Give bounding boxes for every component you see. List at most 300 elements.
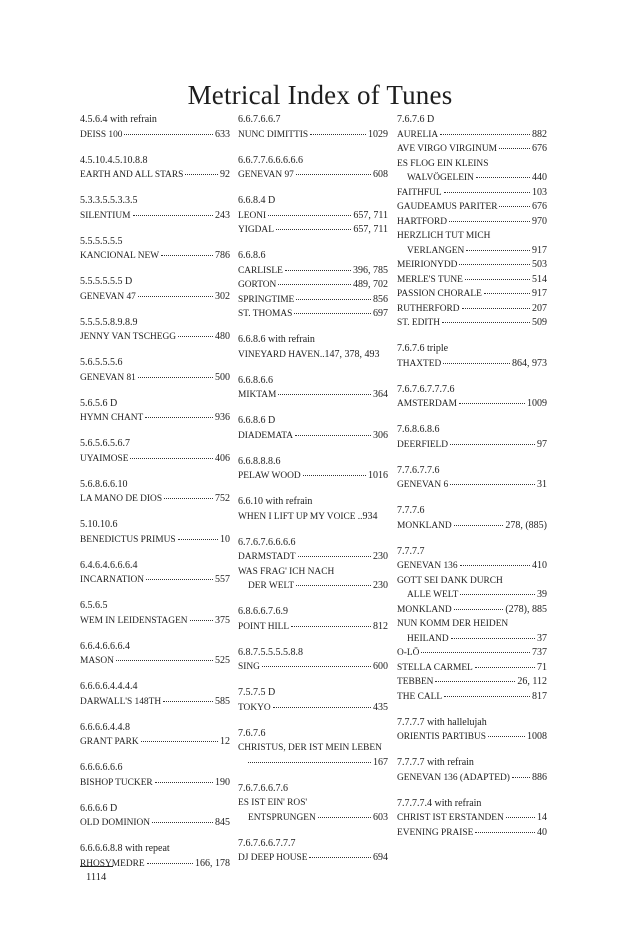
dot-leader — [178, 539, 218, 540]
hymn-numbers: 886 — [532, 771, 547, 783]
hymn-numbers: 676 — [532, 201, 547, 212]
tune-entry — [397, 771, 547, 786]
meter-heading: 5.5.5.5.5.5 D — [80, 276, 133, 287]
dot-leader — [268, 215, 351, 216]
dot-leader — [296, 585, 371, 586]
dot-leader — [133, 215, 213, 216]
meter-group — [238, 495, 388, 524]
hymn-numbers: 435 — [373, 701, 388, 713]
tune-name: GENEVAN 136 (ADAPTED) — [397, 772, 510, 783]
hymn-numbers: 633 — [215, 128, 230, 140]
tune-name: POINT HILL — [238, 621, 290, 632]
tune-entry — [397, 811, 547, 826]
meter-group — [397, 113, 547, 331]
hymn-numbers: 480 — [215, 331, 230, 342]
tune-entry — [238, 293, 388, 308]
tune-entry — [397, 229, 547, 244]
meter-heading: 7.7.7.7 with refrain — [397, 757, 474, 768]
tune-name: CARLISLE — [238, 265, 283, 276]
meter-group — [80, 437, 230, 466]
tune-name: ORIENTIS PARTIBUS — [397, 732, 486, 742]
meter-group — [80, 397, 230, 426]
tune-entry — [238, 469, 388, 484]
tune-entry — [80, 695, 230, 710]
dot-leader — [303, 475, 366, 476]
meter-group — [80, 275, 230, 304]
hymn-numbers: 856 — [373, 293, 388, 305]
dot-leader — [460, 565, 530, 566]
tune-name: GRANT PARK — [80, 737, 139, 747]
dot-leader — [298, 556, 371, 557]
dot-leader — [190, 620, 213, 621]
meter-group — [80, 721, 230, 750]
hymn-numbers: 525 — [215, 655, 230, 666]
meter-heading: 6.6.6.6.4.4.8 — [80, 721, 130, 733]
hymn-numbers: 817 — [532, 690, 547, 702]
tune-name: MIKTAM — [238, 390, 277, 400]
meter-heading: 7.7.6.7.7.6 — [397, 464, 440, 476]
tune-name: GENEVAN 81 — [80, 372, 136, 383]
meter-heading: 6.8.7.5.5.5.5.8.8 — [238, 646, 303, 658]
hymn-numbers: 230 — [373, 580, 388, 591]
tune-entry — [238, 264, 388, 279]
tune-entry — [397, 588, 547, 603]
meter-heading: 5.5.5.5.8.9.8.9 — [80, 316, 138, 328]
dot-leader — [291, 626, 371, 627]
tune-entry — [397, 171, 547, 186]
tune-name: LEONI — [238, 210, 267, 221]
tune-name: HYMN CHANT — [80, 413, 144, 423]
meter-group — [397, 342, 547, 371]
tune-entry — [238, 388, 388, 403]
index-column-3 — [397, 113, 547, 852]
tune-name: NUNC DIMITTIS — [238, 129, 309, 140]
tune-name: YIGDAL — [238, 225, 274, 235]
meter-heading: 7.6.7.6.6.7.7.7 — [238, 837, 296, 849]
hymn-numbers: 440 — [532, 172, 547, 183]
tune-name: THE CALL — [397, 691, 443, 702]
tune-entry — [397, 186, 547, 201]
tune-name: GORTON — [238, 280, 277, 290]
tune-entry — [397, 603, 547, 618]
meter-heading: 6.4.6.4.6.6.6.4 — [80, 559, 138, 571]
tune-name: KANCIONAL NEW — [80, 251, 160, 261]
meter-group — [80, 356, 230, 385]
index-column-2 — [238, 113, 388, 877]
tune-entry — [80, 371, 230, 386]
hymn-numbers: 410 — [532, 560, 547, 571]
tune-name: GAUDEAMUS PARITER — [397, 202, 498, 212]
tune-entry — [397, 215, 547, 230]
dot-leader — [499, 148, 530, 149]
tune-entry — [238, 307, 388, 322]
hymn-numbers: 752 — [215, 493, 230, 504]
meter-group — [397, 504, 547, 533]
hymn-numbers: 694 — [373, 852, 388, 863]
hymn-numbers: 26, 112 — [517, 676, 547, 687]
dot-leader — [248, 762, 371, 763]
dot-leader — [273, 707, 371, 708]
meter-group — [80, 559, 230, 588]
meter-heading: 6.6.4.6.6.6.4 — [80, 640, 130, 652]
meter-heading: 6.6.8.6 — [238, 250, 266, 261]
dot-leader — [294, 313, 371, 314]
tune-name: STELLA CARMEL — [397, 662, 473, 673]
meter-group — [238, 837, 388, 866]
meter-group — [397, 716, 547, 745]
dot-leader — [141, 741, 218, 742]
hymn-numbers: 167 — [373, 756, 388, 768]
dot-leader — [278, 394, 371, 395]
meter-group — [238, 646, 388, 675]
hymn-numbers: 207 — [532, 302, 547, 314]
hymn-numbers: 302 — [215, 290, 230, 302]
hymn-numbers: 37 — [537, 632, 547, 644]
dot-leader — [152, 822, 213, 823]
hymn-numbers: 1016 — [368, 470, 388, 481]
hymn-numbers: 657, 711 — [353, 209, 388, 221]
hymn-numbers: 1008 — [527, 731, 547, 742]
dot-leader — [164, 498, 213, 499]
hymn-numbers: 10 — [220, 533, 230, 545]
tune-entry — [397, 142, 547, 157]
meter-group — [397, 756, 547, 785]
meter-group — [238, 333, 388, 362]
tune-entry — [397, 287, 547, 302]
tune-name: CHRISTUS, DER IST MEIN LEBEN — [238, 743, 382, 753]
tune-name: LA MANO DE DIOS — [80, 494, 163, 504]
meter-group — [80, 802, 230, 831]
dot-leader — [484, 293, 530, 294]
dot-leader — [450, 484, 535, 485]
meter-heading: 6.6.7.7.6.6.6.6.6 — [238, 154, 303, 166]
dot-leader — [147, 863, 193, 864]
index-column-1 — [80, 113, 230, 883]
meter-group — [397, 797, 547, 841]
tune-name: UYAIMOSE — [80, 453, 129, 464]
tune-name: DER WELT — [248, 581, 295, 591]
meter-heading: 7.7.7.7.4 with refrain — [397, 797, 482, 809]
hymn-numbers: 697 — [373, 308, 388, 319]
hymn-numbers: 1029 — [368, 128, 388, 140]
tune-entry — [397, 200, 547, 215]
tune-name: GENEVAN 97 — [238, 170, 294, 180]
tune-entry — [80, 128, 230, 143]
tune-name: NUN KOMM DER HEIDEN — [397, 619, 509, 629]
tune-entry — [80, 168, 230, 183]
tune-name: SPRINGTIME — [238, 294, 295, 305]
meter-heading: 6.6.8.4 D — [238, 195, 276, 206]
hymn-numbers: 147, 378, 493 — [324, 348, 380, 360]
tune-name: MERLE'S TUNE — [397, 274, 463, 285]
tune-entry — [397, 519, 547, 534]
hymn-numbers: 166, 178 — [195, 857, 230, 869]
hymn-numbers: 306 — [373, 429, 388, 441]
tune-entry — [397, 690, 547, 705]
hymn-numbers: 396, 785 — [353, 264, 388, 276]
meter-heading: 4.5.10.4.5.10.8.8 — [80, 154, 148, 166]
tune-name: GENEVAN 136 — [397, 561, 458, 571]
tune-entry — [238, 128, 388, 143]
tune-entry — [397, 302, 547, 317]
tune-name: TEBBEN — [397, 677, 434, 687]
hymn-numbers: 737 — [532, 647, 547, 658]
tune-name: INCARNATION — [80, 575, 145, 585]
tune-entry — [238, 620, 388, 635]
meter-heading: 6.6.10 with refrain — [238, 496, 313, 507]
meter-heading: 6.6.6.6 D — [80, 802, 118, 814]
hymn-numbers: 608 — [373, 169, 388, 180]
dot-leader — [146, 579, 213, 580]
hymn-numbers: 40 — [537, 826, 547, 838]
tune-entry — [238, 796, 388, 811]
tune-entry — [397, 397, 547, 412]
tune-entry — [238, 701, 388, 716]
dot-leader — [443, 363, 510, 364]
tune-name: AMSTERDAM — [397, 399, 457, 409]
tune-name: ES IST EIN' ROS' — [238, 798, 308, 808]
tune-entry — [397, 661, 547, 676]
tune-name: WALVÖGELEIN — [407, 173, 474, 183]
hymn-numbers: 509 — [532, 317, 547, 328]
meter-group — [238, 154, 388, 183]
tune-name: DEISS 100 — [80, 129, 123, 140]
tune-name: HARTFORD — [397, 216, 447, 227]
tune-name: MASON — [80, 656, 114, 666]
tune-name: RUTHERFORD — [397, 303, 460, 314]
tune-name: TOKYO — [238, 702, 271, 713]
meter-heading: 7.6.7.6 triple — [397, 343, 449, 354]
meter-heading: 6.5.6.5 — [80, 600, 108, 611]
dot-leader — [138, 296, 213, 297]
tune-entry — [80, 249, 230, 264]
dot-leader — [444, 192, 530, 193]
tune-entry — [397, 730, 547, 745]
tune-name: OLD DOMINION — [80, 818, 151, 828]
dot-leader — [499, 206, 530, 207]
dot-leader — [440, 134, 530, 135]
tune-name: EARTH AND ALL STARS — [80, 170, 184, 180]
tune-name: SING — [238, 662, 260, 672]
meter-group — [80, 680, 230, 709]
meter-heading: 6.6.8.6 with refrain — [238, 334, 315, 345]
dot-leader — [442, 322, 530, 323]
tune-entry — [80, 209, 230, 224]
hymn-numbers: 230 — [373, 551, 388, 562]
tune-name: ST. THOMAS — [238, 309, 293, 319]
meter-group — [238, 113, 388, 142]
tune-name: AURELIA — [397, 129, 439, 140]
tune-entry — [238, 510, 388, 525]
tune-entry — [238, 851, 388, 866]
tune-entry — [397, 316, 547, 331]
tune-name: MEIRIONYDD — [397, 260, 458, 270]
hymn-numbers: 71 — [537, 661, 547, 673]
dot-leader — [276, 229, 351, 230]
hymn-numbers: 1009 — [527, 398, 547, 409]
hymn-numbers: 864, 973 — [512, 357, 547, 369]
tune-entry — [80, 654, 230, 669]
dot-leader — [178, 336, 213, 337]
dot-leader — [116, 660, 213, 661]
tune-entry — [80, 452, 230, 467]
meter-group — [238, 536, 388, 594]
dot-leader — [444, 696, 530, 697]
meter-group — [80, 316, 230, 345]
hymn-numbers: 936 — [215, 412, 230, 423]
page-title: Metrical Index of Tunes — [187, 80, 453, 111]
hymn-numbers: 934 — [362, 510, 378, 522]
tune-entry — [80, 533, 230, 548]
hymn-numbers: 190 — [215, 776, 230, 788]
tune-name: VINEYARD HAVEN.. — [238, 349, 325, 360]
dot-leader — [145, 417, 213, 418]
hymn-numbers: 489, 702 — [353, 279, 388, 290]
meter-heading: 7.7.7.6 — [397, 505, 425, 516]
dot-leader — [475, 667, 535, 668]
tune-entry — [80, 330, 230, 345]
dot-leader — [310, 134, 366, 135]
hymn-numbers: 103 — [532, 186, 547, 198]
meter-heading: 6.6.6.6.8.8 with repeat — [80, 843, 170, 854]
tune-entry — [238, 209, 388, 224]
meter-heading: 5.6.8.6.6.10 — [80, 478, 128, 490]
tune-entry — [397, 438, 547, 453]
footer-rule — [80, 866, 113, 867]
tune-entry — [80, 776, 230, 791]
tune-entry — [397, 559, 547, 574]
tune-entry — [80, 492, 230, 507]
meter-group — [238, 686, 388, 715]
meter-heading: 6.7.6.7.6.6.6.6 — [238, 536, 296, 548]
hymn-numbers: 603 — [373, 811, 388, 823]
hymn-numbers: 557 — [215, 574, 230, 585]
tune-name: GENEVAN 6 — [397, 480, 449, 490]
tune-name: DARMSTADT — [238, 552, 296, 562]
dot-leader — [459, 403, 525, 404]
tune-name: GENEVAN 47 — [80, 291, 136, 302]
hymn-numbers: 503 — [532, 259, 547, 270]
meter-heading: 7.5.7.5 D — [238, 687, 276, 698]
dot-leader — [296, 174, 371, 175]
meter-group — [80, 518, 230, 547]
dot-leader — [262, 666, 371, 667]
meter-group — [80, 640, 230, 669]
meter-heading: 7.6.7.6.7.7.7.6 — [397, 383, 455, 395]
dot-leader — [285, 270, 351, 271]
tune-name: DJ DEEP HOUSE — [238, 853, 308, 863]
meter-group — [238, 194, 388, 238]
meter-heading: 7.6.7.6 D — [397, 114, 435, 125]
meter-heading: 4.5.6.4 with refrain — [80, 114, 157, 125]
tune-entry — [80, 573, 230, 588]
meter-group — [397, 464, 547, 493]
hymn-numbers: 970 — [532, 215, 547, 227]
tune-name: AVE VIRGO VIRGINUM — [397, 144, 498, 154]
meter-heading: 6.8.6.6.7.6.9 — [238, 606, 288, 617]
tune-name: O-LŌ — [397, 648, 420, 658]
tune-entry — [397, 632, 547, 647]
tune-name: ES FLOG EIN KLEINS — [397, 158, 489, 169]
meter-heading: 5.6.5.6.5.6.7 — [80, 438, 130, 449]
tune-entry — [238, 550, 388, 565]
dot-leader — [459, 264, 530, 265]
tune-name: DEERFIELD — [397, 439, 449, 450]
tune-entry — [238, 565, 388, 580]
tune-name: WHEN I LIFT UP MY VOICE .. — [238, 511, 363, 522]
tune-name: ENTSPRUNGEN — [248, 812, 316, 823]
hymn-numbers: 406 — [215, 452, 230, 464]
tune-entry — [397, 157, 547, 172]
meter-heading: 7.7.7.7 — [397, 545, 425, 557]
hymn-numbers: 375 — [215, 614, 230, 626]
tune-name: MONKLAND — [397, 604, 452, 615]
hymn-numbers: 14 — [537, 812, 547, 823]
meter-group — [80, 194, 230, 223]
tune-entry — [238, 278, 388, 293]
meter-heading: 7.7.7.7 with hallelujah — [397, 716, 487, 728]
hymn-numbers: 31 — [537, 479, 547, 490]
meter-group — [238, 455, 388, 484]
tune-entry — [80, 857, 230, 872]
tune-name: EVENING PRAISE — [397, 827, 474, 838]
hymn-numbers: 917 — [532, 244, 547, 256]
tune-name: WAS FRAG' ICH NACH — [238, 566, 335, 577]
hymn-numbers: (278), 885 — [505, 603, 547, 615]
tune-entry — [238, 348, 388, 363]
tune-name: RHOSYMEDRE — [80, 858, 145, 869]
dot-leader — [161, 255, 213, 256]
tune-name: THAXTED — [397, 358, 442, 369]
tune-name: WEM IN LEIDENSTAGEN — [80, 615, 188, 626]
tune-entry — [80, 290, 230, 305]
hymn-numbers: 585 — [215, 695, 230, 707]
hymn-numbers: 657, 711 — [353, 224, 388, 235]
tune-entry — [238, 811, 388, 826]
meter-group — [238, 727, 388, 771]
meter-group — [238, 605, 388, 634]
meter-group — [397, 383, 547, 412]
hymn-numbers: 786 — [215, 250, 230, 261]
meter-group — [80, 113, 230, 142]
dot-leader — [506, 817, 535, 818]
tune-entry — [397, 675, 547, 690]
tune-entry — [238, 660, 388, 675]
hymn-numbers: 917 — [532, 288, 547, 299]
meter-group — [80, 478, 230, 507]
tune-name: FAITHFUL — [397, 187, 442, 198]
meter-heading: 7.6.8.6.8.6 — [397, 424, 440, 435]
meter-heading: 7.6.7.6.6.7.6 — [238, 782, 288, 794]
meter-heading: 5.5.5.5.5.5 — [80, 235, 123, 247]
meter-heading: 6.6.8.8.8.6 — [238, 455, 281, 467]
tune-entry — [397, 617, 547, 632]
hymn-numbers: 676 — [532, 143, 547, 154]
tune-entry — [80, 614, 230, 629]
dot-leader — [451, 638, 535, 639]
dot-leader — [185, 174, 218, 175]
meter-heading: 6.6.6.6.6.6 — [80, 762, 123, 773]
dot-leader — [460, 594, 535, 595]
tune-name: SILENTIUM — [80, 210, 131, 221]
tune-name: DARWALL'S 148TH — [80, 696, 162, 707]
hymn-numbers: 97 — [537, 438, 547, 450]
meter-heading: 6.6.8.6 D — [238, 415, 276, 426]
dot-leader — [466, 250, 530, 251]
dot-leader — [476, 177, 530, 178]
tune-name: JENNY VAN TSCHEGG — [80, 332, 177, 342]
dot-leader — [295, 435, 371, 436]
